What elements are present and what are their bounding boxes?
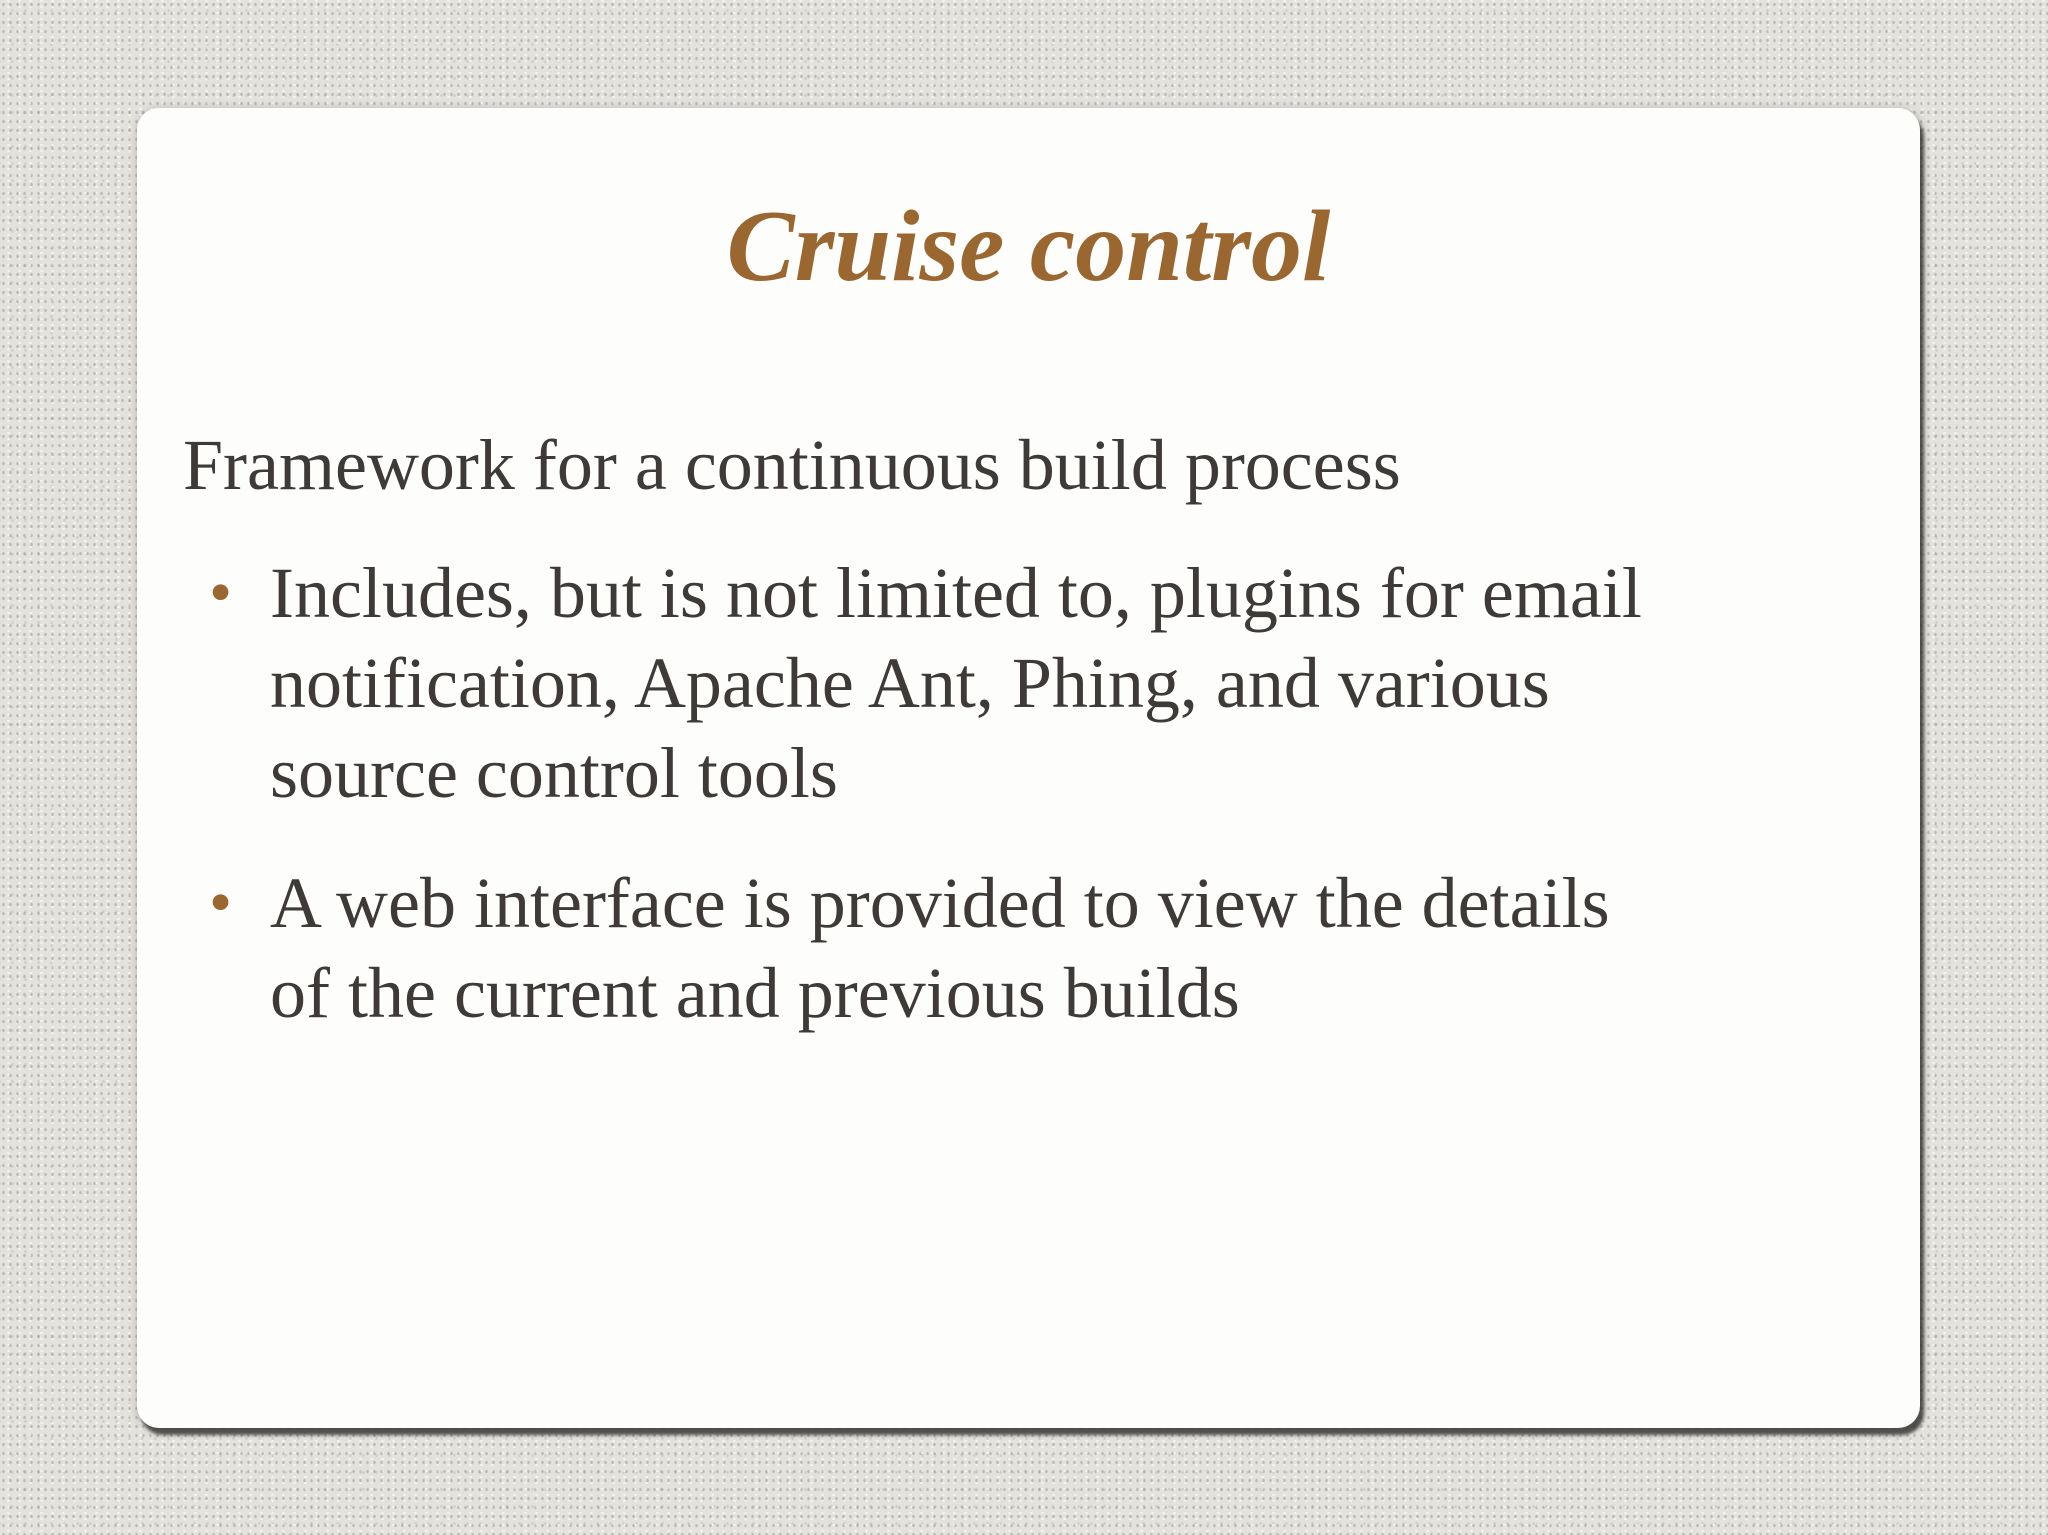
bullet-icon: • [209,866,233,939]
bullet-list [183,548,1903,1038]
bullet-icon: • [209,556,233,629]
lead-text: Framework for a continuous build process [183,425,1401,505]
slide-title: Cruise control [726,190,1331,303]
bullet-line: source control tools [270,733,838,813]
bullet-line: Includes, but is not limited to, plugins for email [270,553,1642,633]
bullet-line: of the current and previous builds [270,953,1240,1033]
slide-body [183,420,1903,1038]
bullet-item-web-interface [183,858,1903,1038]
bullet-line: A web interface is provided to view the details [270,863,1610,943]
bullet-line: notification, Apache Ant, Phing, and various [270,643,1550,723]
bullet-item-plugins [183,548,1903,818]
slide-card [137,108,1920,1428]
